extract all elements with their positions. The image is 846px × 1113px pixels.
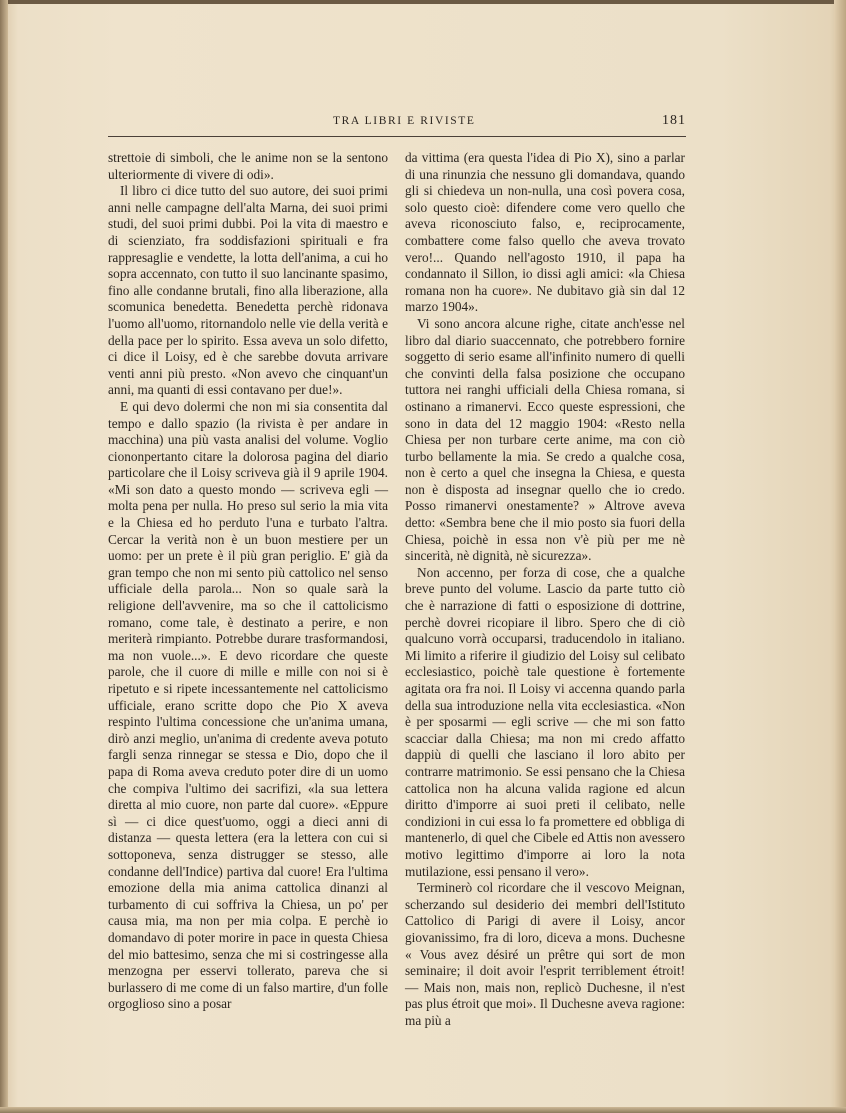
paragraph: Vi sono ancora alcune righe, citate anch'esse nel libro dal diario suaccennato, che potrebbero fornire soggetto di serio esame all'infinito numero di quelli che convinti della falsa posizione che occupano tuttora nei ranghi ufficiali della Chiesa romana, si ostinano a rimanervi. Ecco queste espressioni, che sono in data del 12 maggio 1904: «Resto nella Chiesa per non turbare certe anime, ma con ciò turbo bellamente la mia. Se credo a qualche cosa, non è certo a quel che insegna la Chiesa, e questa non è disposta ad insegnar quello che io credo. Posso rimanervi onestamente? » Altrove aveva detto: «Sembra bene che il mio posto sia fuori della Chiesa, poichè in essa non v'è più per me nè sincerità, nè dignità, nè sicurezza». — [405, 315, 685, 564]
paragraph: Non accenno, per forza di cose, che a qualche breve punto del volume. Lascio da parte tutto ciò che è narrazione di fatti o esposizione di dottrine, perchè dovrei ricopiare il libro. Spero che di ciò qualcuno vorrà occuparsi, traducendolo in italiano. Mi limito a riferire il giudizio del Loisy sul celibato ecclesiastico, poichè tale questione è fortemente agitata ora fra noi. Il Loisy vi accenna quando parla della sua introduzione nella vita ecclesiastica. «Non è per sposarmi — egli scrive — che mi son fatto scacciar dalla Chiesa; ma non mi credo affatto dappiù di quelli che lasciano il loro abito per contrarre matrimonio. Se essi pensano che la Chiesa cattolica non ha alcuna valida ragione ed alcun diritto d'imporre ai suoi preti il celibato, nelle condizioni in cui essa lo fa promettere ed obbliga di mantenerlo, di quel che Cibele ed Attis non avessero motivo legittimo d'imporre ai loro la nota mutilazione, essi pensano il vero». — [405, 564, 685, 879]
running-head — [108, 113, 686, 133]
paragraph: Terminerò col ricordare che il vescovo Meignan, scherzando sul desiderio dei membri dell'Istituto Cattolico di Parigi di avere il Loisy, ancor giovanissimo, fra di loro, diceva a mons. Duchesne « Vous avez désiré un prêtre qui sort de mon seminaire; il doit avoir l'esprit terriblement étroit! — Mais non, mais non, replicò Duchesne, il n'est pas plus étroit que moi». Il Duchesne aveva ragione: ma più a — [405, 880, 685, 1028]
paragraph: E qui devo dolermi che non mi sia consentita dal tempo e dallo spazio (la rivista è per andare in macchina) una più vasta analisi del volume. Voglio ciononpertanto citare la dolorosa pagina del diario particolare che il Loisy scriveva già il 9 aprile 1904. «Mi son dato a questo mondo — scriveva egli — molta pena per nulla. Ho preso sul serio la mia vita e la Chiesa ed ho perduto l'una e turbato l'altra. Cercar la verità non è un buon mestiere per un uomo: per un prete è il più gran periglio. E' già da gran tempo che non mi sento più cattolico nel senso ufficiale della parola... Non so quale sarà la religione dell'avvenire, ma so che il cattolicismo romano, come tale, è destinato a perire, e non meriterà rimpianto. Potrebbe durare trasformandosi, ma non vuole...». E devo ricordare che queste parole, che il cuore di mille e mille con noi si è ripetuto e si ripete incessantemente nel cattolicismo ufficiale, erano scritte dopo che Pio X aveva respinto l'ultima concessione che un'anima umana, dirò anzi meglio, un'anima di credente aveva potuto fargli senza rinnegar se stessa e Dio, dopo che il papa di Roma aveva creduto poter dire di un uomo che compiva l'ultimo dei sacrifizi, «la sua lettera diretta al mio cuore, non parte dal cuore». «Eppure sì — ci dice quest'uomo, oggi a dieci anni di distanza — questa lettera (era la lettera con cui si sottoponeva, senza distrugger se stesso, alle condanne dell'Indice) partiva dal cuore! Era l'ultima emozione della mia anima cattolica dinanzi al turbamento di cui soffriva la Chiesa, un po' per causa mia, ma non per mia colpa. E perchè io domandavo di poter morire in pace in questa Chiesa del mio battesimo, senza che mi si costringesse alla menzogna per esservi tollerato, pareva che si burlassero di me come di un falso martire, d'un folle orgoglioso sino a posar — [108, 398, 388, 1012]
page-top-edge — [0, 0, 846, 4]
header-rule — [108, 136, 686, 137]
running-title: TRA LIBRI E RIVISTE — [333, 115, 476, 127]
left-column — [108, 150, 388, 1013]
paragraph: Il libro ci dice tutto del suo autore, dei suoi primi anni nelle campagne dell'alta Marna, dei suoi primi studi, del suoi primi dubbi. Poi la vita di maestro e di scienziato, fra soddisfazioni spirituali e fra rappresaglie e vendette, la lotta dell'anima, a cui ho sopra accennato, con tutto il suo lancinante spasimo, fino alle condanne brutali, fino alla liberazione, alla scomunica benedetta. Benedetta perchè ridonava l'uomo all'uomo, ritornandolo nelle vie della verità e della pace per lo spirito. Essa aveva un solo difetto, ci dice il Loisy, ed è che sarebbe dovuta arrivare venti anni più presto. «Non avevo che cinquant'un anni, ma quanti di essi contavano per due!». — [108, 183, 388, 398]
right-column — [405, 150, 685, 1029]
paragraph: da vittima (era questa l'idea di Pio X), sino a parlar di una rinunzia che nessuno gli domandava, quando gli si chiedeva un non-nulla, una così povera cosa, solo questo cioè: difendere come vero quello che aveva riconosciuto falso, e, reciprocamente, combattere come falso quello che aveva trovato vero!... Quando nell'agosto 1910, il papa ha condannato il Sillon, io dissi agli amici: «la Chiesa romana non ha cuore». Ne dubitavo già sin dal 12 marzo 1904». — [405, 150, 685, 315]
page-bottom-edge — [0, 1107, 846, 1113]
page-number: 181 — [662, 113, 686, 128]
paragraph: strettoie di simboli, che le anime non se la sentono ulteriormente di vivere di odi». — [108, 150, 388, 182]
page-right-edge — [834, 0, 846, 1113]
page-gutter-shadow — [0, 0, 8, 1113]
